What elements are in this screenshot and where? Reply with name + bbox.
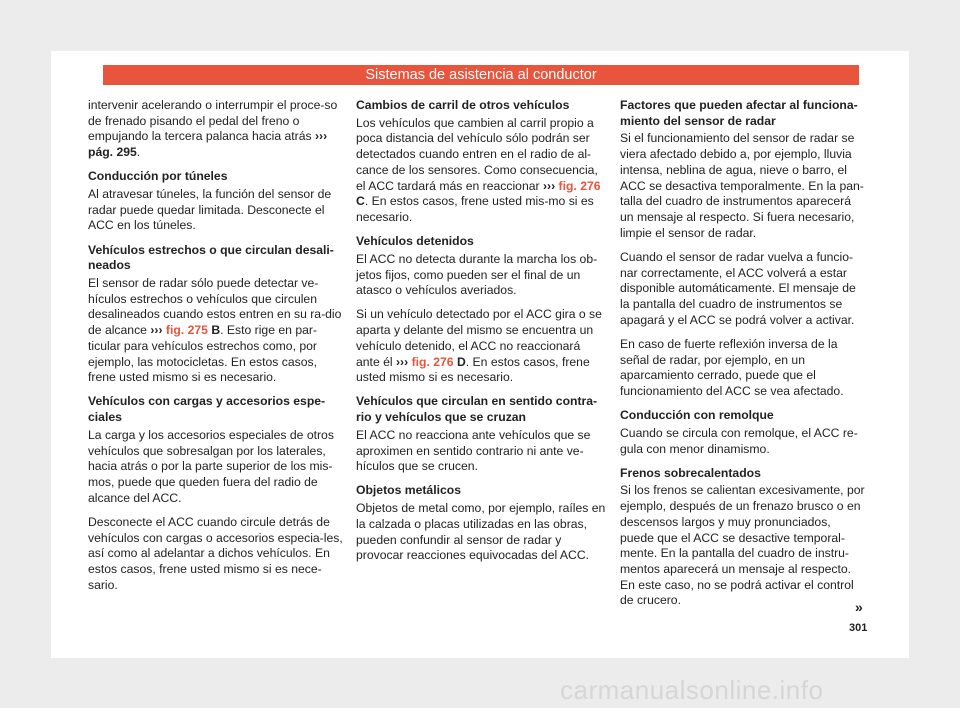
page-reference-link[interactable]: ››› pág. 295 (88, 129, 328, 160)
paragraph: Al atravesar túneles, la función del sensor de radar puede quedar limitada. Desconecte el ACC en los túneles. (88, 187, 332, 233)
heading-radar-factors: Factores que pueden afectar al funciona-miento del sensor de radar (620, 98, 858, 128)
heading-trailer: Conducción con remolque (620, 408, 774, 423)
page-number: 301 (849, 622, 868, 634)
watermark: carmanualsonline.info (560, 675, 824, 705)
paragraph: Objetos de metal como, por ejemplo, raíles en la calzada o placas utilizadas en las obras, pueden confundir al sensor de radar y provocar reacciones equivocadas del ACC. (356, 501, 606, 563)
heading-metal-objects: Objetos metálicos (356, 483, 461, 498)
arrow-icon: ››› (542, 178, 556, 193)
paragraph: Si los frenos se calientan excesivamente, por ejemplo, después de un frenazo brusco o en descensos largos y muy pronunciados, puede que el ACC se desactive temporal-mente. En la pantalla del cuadro de instru-mentos aparecerá un mensaje al respecto. En este caso, no se podrá activar el control de crucero. (620, 483, 865, 608)
column-2 (356, 98, 606, 572)
arrow-icon: ››› (395, 354, 409, 369)
heading-lane-changes: Cambios de carril de otros vehículos (356, 98, 570, 112)
paragraph: El ACC no reacciona ante vehículos que se aproximen en sentido contrario ni ante ve-hículos que se crucen. (356, 427, 591, 474)
paragraph: El ACC no detecta durante la marcha los ob-jetos fijos, como pueden ser el final de un atasco o vehículos averiados. (356, 251, 598, 298)
paragraph: Desconecte el ACC cuando circule detrás de vehículos con cargas o accesorios especia-les, así como al adelantar a dichos vehículos. En estos casos, frene usted mismo si es nece-sario. (88, 514, 343, 592)
continue-icon: » (855, 599, 863, 615)
heading-special-loads: Vehículos con cargas y accesorios espe-ciales (88, 394, 326, 425)
paragraph: Si el funcionamiento del sensor de radar se viera afectado debido a, por ejemplo, lluvia intensa, neblina de agua, nieve o barro, el ACC se desactiva temporalmente. En la pan-talla del cuadro de instrumentos aparecerá un mensaje al respecto. Si fuera necesario, limpie el sensor de radar. (620, 131, 864, 240)
paragraph: El sensor de radar sólo puede detectar ve-hículos estrechos o vehículos que circulen desalineados cuando estos entren en su ra-dio de alcance ››› fig. 275 B. Esto rige en par-ticular para vehículos estrechos como, por ejemplo, las motocicletas. En estos casos, frene usted mismo si es necesario. (88, 276, 342, 385)
figure-reference-link[interactable]: fig. 275 (165, 323, 208, 338)
paragraph: intervenir acelerando o interrumpir el proce-so de frenado pisando el pedal del freno o empujando la tercera palanca hacia atrás ››› pág. 295. (88, 98, 338, 160)
heading-tunnels: Conducción por túneles (88, 169, 228, 184)
paragraph: Cuando se circula con remolque, el ACC re-gula con menor dinamismo. (620, 425, 858, 456)
paragraph: La carga y los accesorios especiales de otros vehículos que sobresalgan por los laterales, hacia atrás o por la parte superior de los mis-mos, puede que queden fuera del radio de alcance del ACC. (88, 427, 334, 505)
heading-stopped-vehicles: Vehículos detenidos (356, 234, 474, 249)
paragraph: Si un vehículo detectado por el ACC gira o se aparta y delante del mismo se encuentra un vehículo detenido, el ACC no reaccionará ante él ››› fig. 276 D. En estos casos, frene usted mismo si es necesario. (356, 307, 602, 385)
column-1 (88, 98, 343, 602)
figure-reference-link[interactable]: fig. 276 (411, 354, 454, 369)
paragraph: Los vehículos que cambien al carril propio a poca distancia del vehículo sólo podrán ser detectados cuando entren en el radio de al-cance de los sensores. Como consecuencia, el ACC tardará más en reaccionar ››› fig. 276 C. En estos casos, frene usted mis-mo si es necesario. (356, 115, 601, 224)
figure-reference-link[interactable]: fig. 276 (558, 178, 601, 193)
heading-overheated-brakes: Frenos sobrecalentados (620, 465, 761, 480)
section-header: Sistemas de asistencia al conductor (103, 65, 859, 85)
paragraph: En caso de fuerte reflexión inversa de la señal de radar, por ejemplo, en un aparcamiento cerrado, puede que el funcionamiento del ACC se vea afectado. (620, 336, 844, 398)
arrow-icon: ››› (150, 323, 163, 338)
column-3 (620, 98, 865, 618)
heading-narrow-vehicles: Vehículos estrechos o que circulan desali-neados (88, 242, 334, 273)
paragraph: Cuando el sensor de radar vuelva a funcio-nar correctamente, el ACC volverá a estar disponible automáticamente. El mensaje de la pantalla del cuadro de instrumentos se apagará y el ACC se podrá volver a activar. (620, 249, 856, 327)
heading-oncoming-vehicles: Vehículos que circulan en sentido contra-rio y vehículos que se cruzan (356, 394, 598, 425)
